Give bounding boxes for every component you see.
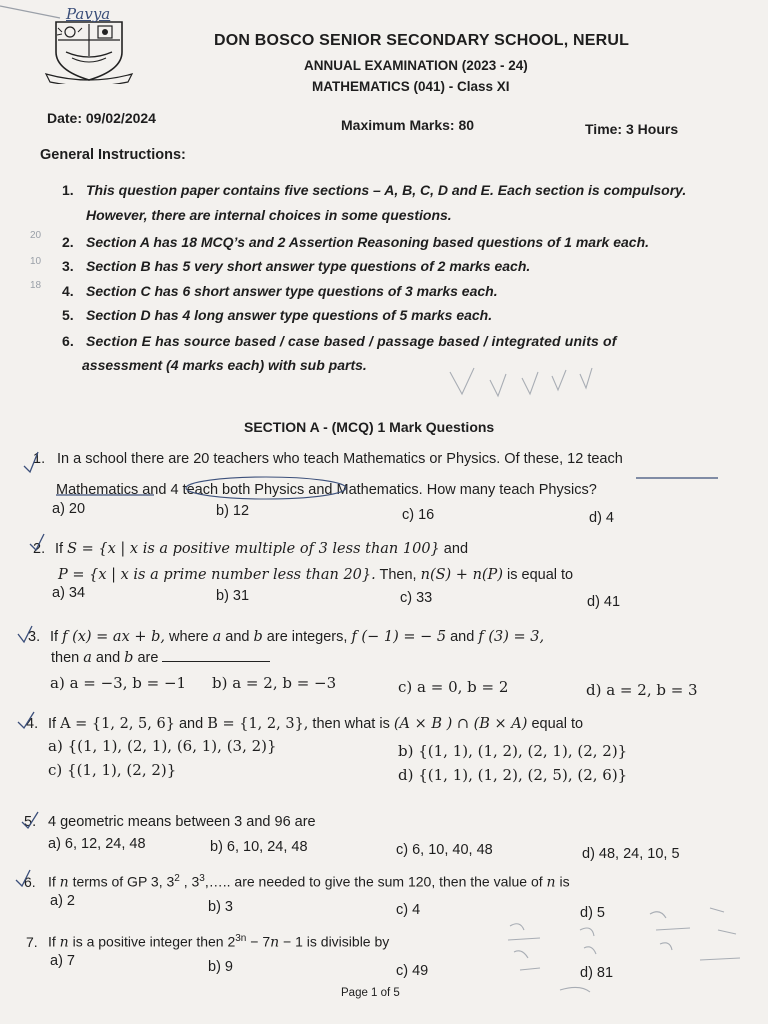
option-c: c) a = 0, b = 2 (398, 678, 509, 696)
question-text: and (446, 629, 479, 645)
option-a: a) 20 (52, 501, 86, 517)
instruction-text-cont: However, there are internal choices in some questions. (86, 207, 452, 223)
superscript: 3n (235, 933, 247, 944)
option-d: d) 5 (580, 905, 605, 921)
option-c: c) 4 (396, 902, 421, 918)
question-text: If (48, 873, 60, 890)
question-math: n (546, 874, 556, 891)
instruction-text: Section A has 18 MCQ’s and 2 Assertion Reasoning based questions of 1 mark each. (86, 234, 650, 250)
question-3 (28, 629, 544, 645)
question-number: 7. (26, 933, 38, 950)
question-math: A = {1, 2, 5, 6} (60, 716, 175, 732)
pencil-ticks (440, 360, 620, 415)
question-math: S = {x | x is a positive multiple of 3 less than 100} (67, 541, 440, 557)
question-math: (A × B ) ∩ (B × A) (393, 716, 528, 732)
instruction-number: 3. (62, 258, 74, 274)
pen-annotation (20, 448, 740, 513)
question-text: If (48, 716, 61, 732)
exam-date: Date: 09/02/2024 (47, 110, 156, 126)
section-heading: SECTION A - (MCQ) 1 Mark Questions (244, 419, 495, 435)
instruction-text: Section D has 4 long answer type questions of 5 marks each. (86, 307, 493, 323)
margin-note: 10 (30, 256, 42, 267)
option-d: d) 4 (589, 510, 614, 526)
option-d: d) 81 (580, 965, 614, 981)
question-number: 6. (24, 873, 36, 890)
instruction-text: Section C has 6 short answer type questions of 3 marks each. (86, 283, 498, 299)
exam-name: ANNUAL EXAMINATION (2023 - 24) (304, 58, 528, 73)
question-text: then what is (308, 716, 394, 732)
instruction-item (62, 333, 617, 349)
question-text: are (133, 650, 163, 666)
question-text: equal to (527, 716, 584, 732)
question-6 (24, 873, 570, 891)
question-text: In a school there are 20 teachers who teach Mathematics or Physics. Of these, 12 teach (57, 451, 623, 467)
page-number: Page 1 of 5 (341, 987, 400, 999)
instruction-text: This question paper contains five sections – A, B, C, D and E. Each section is compulsory. (86, 182, 687, 198)
option-a: a) 6, 12, 24, 48 (48, 836, 146, 852)
instruction-number: 5. (62, 307, 74, 323)
question-math: a (83, 650, 92, 666)
option-b: b) 6, 10, 24, 48 (210, 839, 308, 855)
option-d: d) a = 2, b = 3 (586, 681, 698, 699)
question-4 (26, 716, 583, 732)
margin-note: 20 (30, 230, 42, 241)
superscript: 3 (199, 873, 205, 884)
question-text: is (555, 873, 570, 890)
question-text: terms of GP 3, 3 (68, 873, 175, 890)
instruction-number: 4. (62, 283, 74, 299)
option-b: b) 12 (216, 503, 250, 519)
question-number: 5. (24, 814, 37, 830)
question-text: is equal to (502, 567, 574, 583)
instruction-text: Section B has 5 very short answer type questions of 2 marks each. (86, 258, 531, 274)
option-d: d) 48, 24, 10, 5 (582, 846, 680, 862)
instruction-number: 1. (62, 182, 74, 198)
question-text-cont (58, 567, 573, 583)
question-math: b (253, 629, 263, 645)
question-text: then (51, 650, 84, 666)
option-b: b) {(1, 1), (1, 2), (2, 1), (2, 2)} (398, 742, 628, 760)
question-text: If (50, 629, 63, 645)
question-text: are integers, (262, 629, 352, 645)
question-math: n (270, 934, 280, 951)
question-text-cont: Mathematics and 4 teach both Physics and Mathematics. How many teach Physics? (56, 482, 597, 498)
question-text: Then, (375, 567, 421, 583)
question-math: B = {1, 2, 3}, (207, 716, 309, 732)
question-text: If (48, 933, 60, 950)
question-text: and (439, 541, 469, 557)
instruction-item (62, 234, 649, 250)
option-b: b) 3 (208, 899, 233, 915)
option-a: a) 34 (52, 585, 86, 601)
question-text: ,….. are needed to give the sum 120, then the value of (204, 873, 547, 890)
option-c: c) 49 (396, 963, 429, 979)
question-text: − 1 is divisible by (279, 933, 390, 950)
question-math: a (212, 629, 222, 645)
question-math: P = {x | x is a prime number less than 20}. (58, 567, 376, 583)
option-c: c) 33 (400, 590, 433, 606)
exam-time: Time: 3 Hours (585, 121, 679, 137)
option-d: d) {(1, 1), (1, 2), (2, 5), (2, 6)} (398, 766, 628, 784)
question-text: and (221, 629, 254, 645)
option-a: a) a = −3, b = −1 (50, 674, 187, 692)
question-math: n (59, 934, 69, 951)
question-text: 4 geometric means between 3 and 96 are (48, 814, 316, 830)
question-text: If (55, 541, 68, 557)
instruction-item (62, 182, 686, 198)
rough-work (500, 900, 760, 1005)
option-b: b) 31 (216, 588, 250, 604)
question-math: b (124, 650, 134, 666)
question-number: 4. (26, 716, 39, 732)
instruction-item (62, 307, 492, 323)
instruction-item (62, 258, 530, 274)
instructions-heading: General Instructions: (40, 147, 186, 163)
school-name: DON BOSCO SENIOR SECONDARY SCHOOL, NERUL (214, 32, 630, 49)
question-math: n (59, 874, 69, 891)
question-text: , 3 (179, 873, 200, 890)
question-text: where (165, 629, 213, 645)
option-a: a) 2 (50, 893, 75, 909)
subject-title: MATHEMATICS (041) - Class XI (312, 79, 510, 94)
option-b: b) a = 2, b = −3 (212, 674, 337, 692)
question-math: n(S) + n(P) (420, 567, 503, 583)
superscript: 2 (174, 873, 180, 884)
instruction-number: 2. (62, 234, 74, 250)
option-b: b) 9 (208, 959, 233, 975)
question-text: and (91, 650, 125, 666)
option-a: a) 7 (50, 953, 75, 969)
question-math: f (− 1) = − 5 (351, 629, 447, 645)
instruction-text-cont: assessment (4 marks each) with sub parts. (82, 357, 367, 373)
question-text-cont (51, 648, 270, 666)
question-number: 3. (28, 629, 41, 645)
instruction-text: Section E has source based / case based / passage based / integrated units of (86, 333, 617, 349)
option-a: a) {(1, 1), (2, 1), (6, 1), (3, 2)} (48, 737, 277, 755)
instruction-item (62, 283, 498, 299)
question-math: f (x) = ax + b, (62, 629, 166, 645)
option-c: c) {(1, 1), (2, 2)} (48, 761, 177, 779)
max-marks: Maximum Marks: 80 (341, 117, 475, 133)
option-d: d) 41 (587, 594, 621, 610)
pencil-stroke (0, 0, 70, 25)
handwritten-name: Pavya (66, 5, 111, 23)
option-c: c) 16 (402, 507, 435, 523)
question-text: is a positive integer then 2 (68, 933, 236, 950)
question-math: f (3) = 3, (478, 629, 545, 645)
question-number: 1. (33, 451, 46, 467)
question-7 (26, 933, 389, 951)
question-5 (24, 814, 316, 830)
question-2 (33, 541, 468, 557)
instruction-number: 6. (62, 333, 74, 349)
option-c: c) 6, 10, 40, 48 (396, 842, 493, 858)
answer-blank (162, 648, 270, 662)
question-text: and (174, 716, 208, 732)
margin-note: 18 (30, 280, 42, 291)
question-text: − 7 (246, 933, 271, 950)
question-number: 2. (33, 541, 46, 557)
